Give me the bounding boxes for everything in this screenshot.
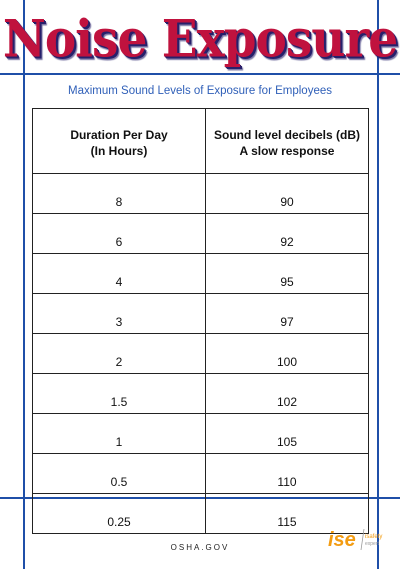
level-cell: 110	[206, 454, 369, 494]
duration-cell: 0.25	[33, 494, 206, 534]
header-sound-level-line1: Sound level decibels (dB)	[213, 128, 361, 142]
header-sound-level	[206, 109, 369, 174]
isafety-expert-logo	[328, 526, 386, 552]
duration-cell: 8	[33, 174, 206, 214]
header-duration	[33, 109, 206, 174]
duration-cell: 0.5	[33, 454, 206, 494]
level-cell: 105	[206, 414, 369, 454]
noise-exposure-table	[32, 108, 369, 534]
table-row	[33, 414, 369, 454]
logo-text-line2: expert	[365, 541, 379, 547]
duration-cell: 1	[33, 414, 206, 454]
level-cell: 92	[206, 214, 369, 254]
duration-cell: 3	[33, 294, 206, 334]
level-cell: 97	[206, 294, 369, 334]
duration-cell: 4	[33, 254, 206, 294]
duration-cell: 6	[33, 214, 206, 254]
source-footer: OSHA.GOV	[170, 543, 230, 552]
header-sound-level-line2: A slow response	[239, 144, 335, 158]
table-row	[33, 174, 369, 214]
table-row	[33, 254, 369, 294]
logo-mark: ise	[328, 529, 356, 551]
table-row	[33, 294, 369, 334]
frame-line-top	[0, 73, 400, 75]
logo-text-line1: isafety	[365, 534, 383, 540]
header-duration-line1: Duration Per Day	[70, 128, 168, 142]
page-subtitle: Maximum Sound Levels of Exposure for Employees	[68, 85, 332, 97]
level-cell: 115	[206, 494, 369, 534]
table-row	[33, 214, 369, 254]
table-row	[33, 334, 369, 374]
header-duration-line2: (In Hours)	[90, 144, 148, 158]
table-header-row	[33, 109, 369, 174]
level-cell: 95	[206, 254, 369, 294]
level-cell: 100	[206, 334, 369, 374]
table-row	[33, 454, 369, 494]
table-row	[33, 494, 369, 534]
table-row	[33, 374, 369, 414]
level-cell: 102	[206, 374, 369, 414]
page-title: Noise Exposure	[2, 9, 398, 70]
level-cell: 90	[206, 174, 369, 214]
duration-cell: 2	[33, 334, 206, 374]
duration-cell: 1.5	[33, 374, 206, 414]
